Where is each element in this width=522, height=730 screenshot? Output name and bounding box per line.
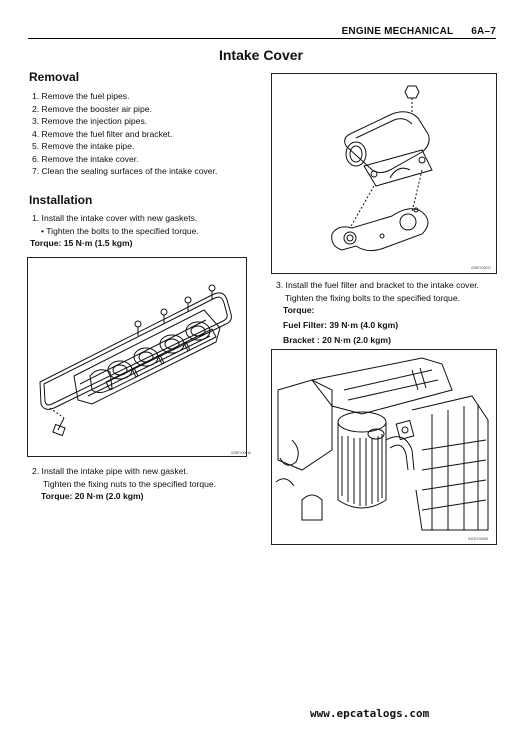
torque-spec: Torque: 20 N·m (2.0 kgm) [41,491,144,501]
header-rule [28,38,496,39]
figure-id: 025EY00017 [471,266,492,270]
removal-step: 4. Remove the fuel filter and bracket. [32,128,173,139]
torque-label: Torque: [283,305,315,315]
removal-step: 7. Clean the sealing surfaces of the intake cover. [32,166,218,176]
watermark-link[interactable]: www.epcatalogs.com [310,707,430,720]
installation-heading: Installation [29,193,93,207]
removal-steps [32,90,217,178]
install-step-text: 3. Install the fuel filter and bracket to the intake cover. [276,280,480,290]
page-number: 6A–7 [471,26,496,37]
removal-step: 2. Remove the booster air pipe. [32,103,152,114]
running-header [342,26,496,37]
install-step-sub: Tighten the fixing nuts to the specified torque. [43,478,217,489]
install-step-sub: Tighten the fixing bolts to the specified torque. [285,292,461,303]
removal-step: 1. Remove the fuel pipes. [32,91,130,101]
removal-step: 5. Remove the intake pipe. [32,141,135,151]
removal-step: 6. Remove the intake cover. [32,153,139,164]
removal-step: 3. Remove the injection pipes. [32,116,148,126]
install-step-text: 1. Install the intake cover with new gaskets. [32,213,198,223]
installation-step-2 [32,465,216,503]
removal-heading: Removal [29,70,80,84]
installation-step-1 [32,212,199,250]
install-step-bullet: • Tighten the bolts to the specified torque. [41,225,199,236]
intake-pipe-gasket-figure [271,73,497,274]
torque-spec: Torque: 15 N·m (1.5 kgm) [30,238,133,248]
torque-spec-bracket: Bracket : 20 N·m (2.0 kgm) [283,335,391,345]
figure-id: 041EY00080 [468,537,489,541]
page-title: Intake Cover [218,47,304,63]
fuel-filter-bracket-figure [271,349,497,545]
torque-spec-fuel-filter: Fuel Filter: 39 N·m (4.0 kgm) [283,319,399,330]
installation-step-3 [276,279,479,347]
intake-cover-assembly-figure [27,257,252,457]
section-title: ENGINE MECHANICAL [341,26,454,37]
figure-id: 025EY00010 [231,451,252,455]
install-step-text: 2. Install the intake pipe with new gasket. [32,466,189,476]
